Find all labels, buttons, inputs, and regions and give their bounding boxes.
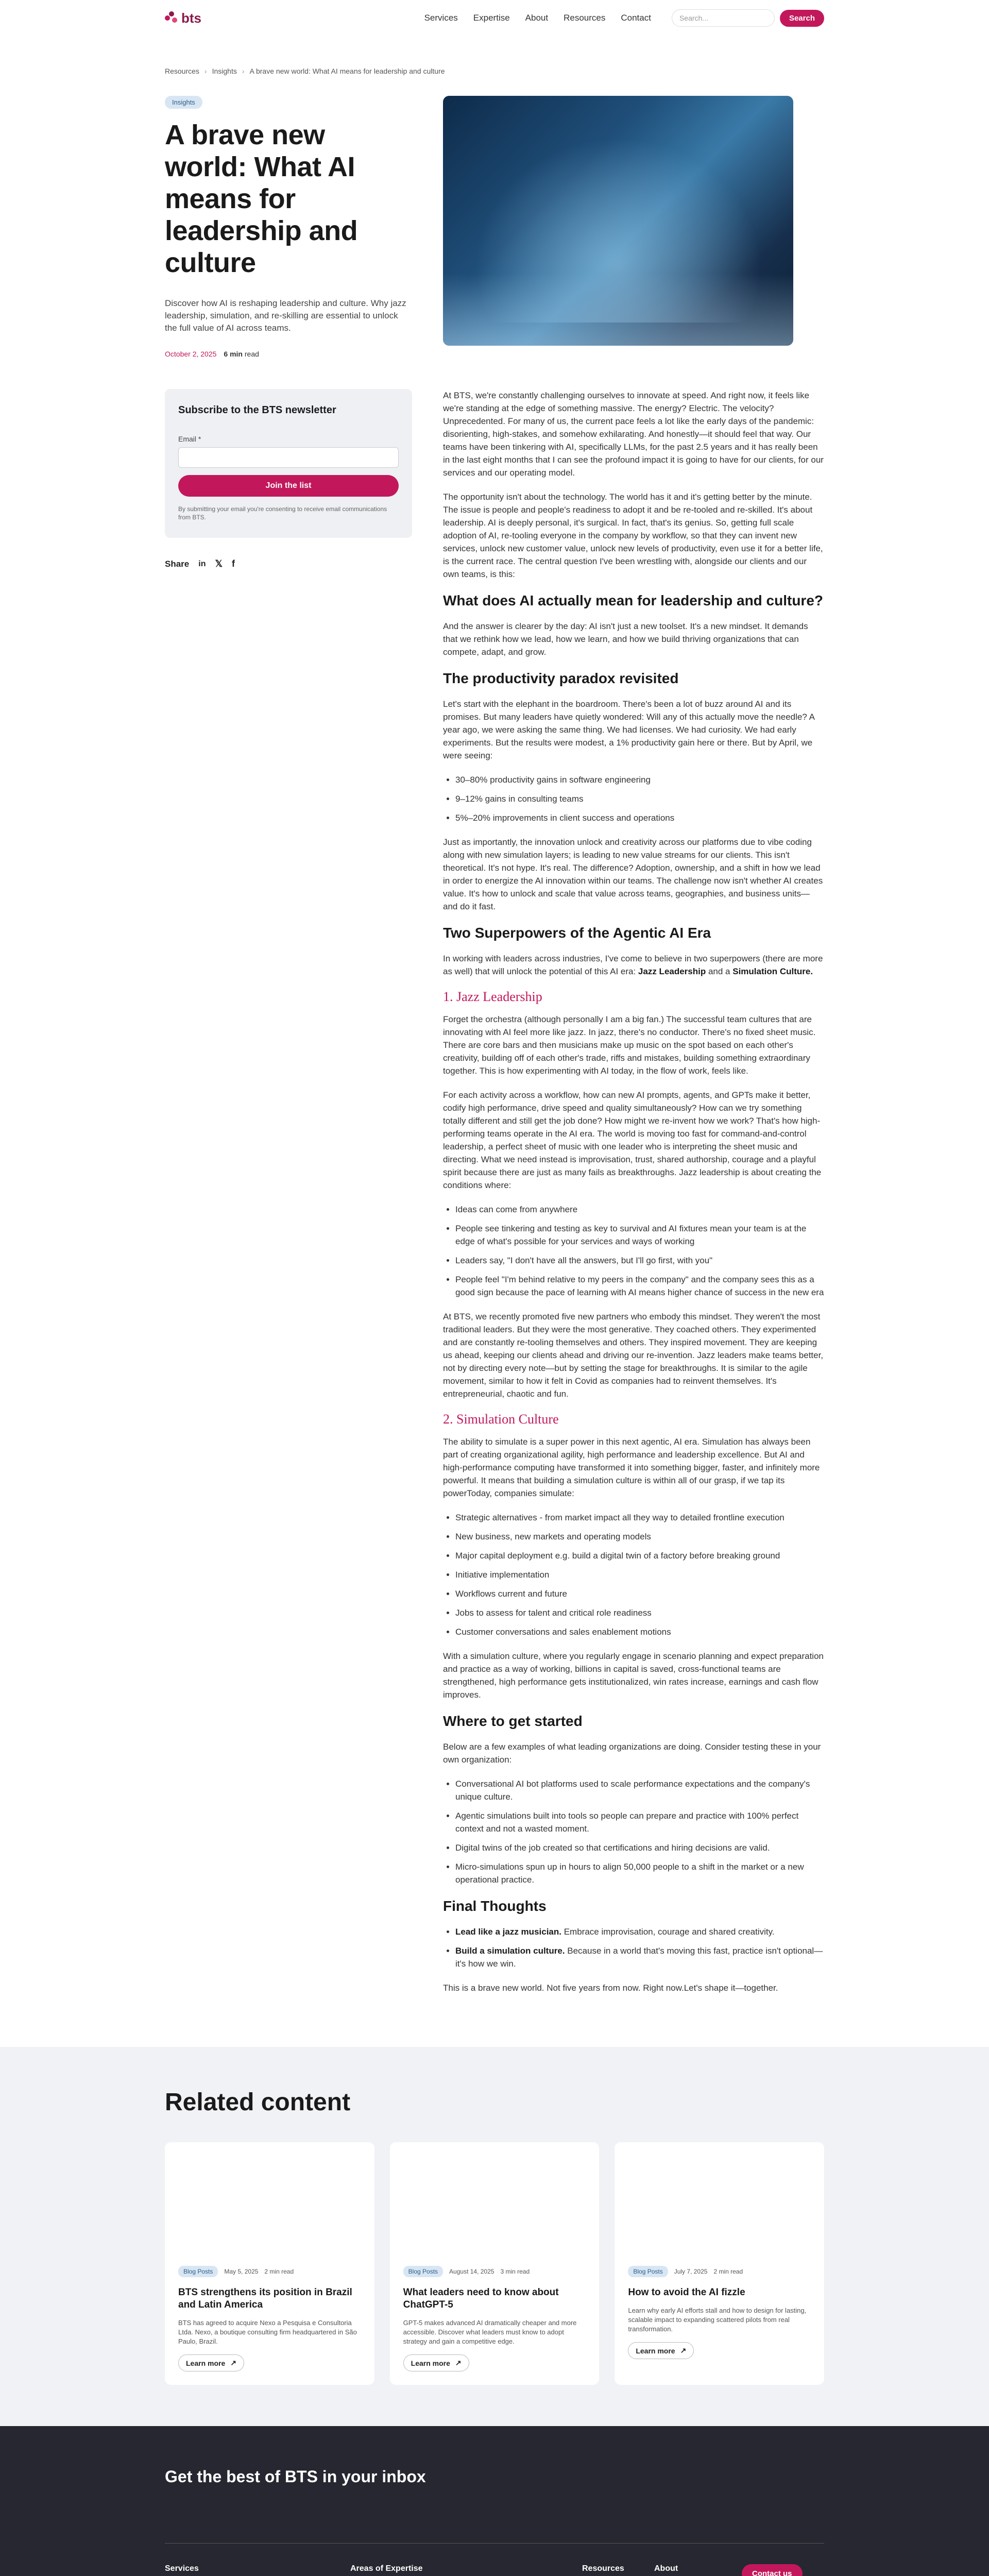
- paragraph: This is a brave new world. Not five years from now. Right now.Let's shape it—together.: [443, 1983, 778, 1993]
- learn-more-button[interactable]: Learn more ↗: [403, 2354, 469, 2371]
- card-meta: [178, 2266, 361, 2277]
- card-read-time: 2 min read: [264, 2268, 294, 2275]
- nav-about[interactable]: About: [525, 13, 549, 23]
- email-label: Email *: [178, 435, 201, 443]
- search-input[interactable]: Search...: [672, 9, 775, 27]
- card-meta: [403, 2266, 586, 2277]
- main-nav: [424, 13, 651, 23]
- footer-title: Get the best of BTS in your inbox: [165, 2467, 426, 2486]
- category-tag[interactable]: Insights: [165, 96, 202, 109]
- search-button[interactable]: Search: [780, 10, 824, 27]
- chevron-right-icon: ›: [204, 67, 207, 75]
- card-read-time: 2 min read: [713, 2268, 743, 2275]
- card-image: [615, 2142, 824, 2245]
- arrow-icon: ↗: [455, 2359, 462, 2367]
- card-tag: Blog Posts: [403, 2266, 443, 2277]
- card-tag: Blog Posts: [628, 2266, 668, 2277]
- arrow-icon: ↗: [680, 2346, 687, 2354]
- list-item: • People feel "I'm behind relative to my peers in the company" and the company sees this as a good sign because the pace of learning with AI means higher chance of success in the new era: [455, 1273, 824, 1299]
- section-heading: Two Superpowers of the Agentic AI Era: [443, 925, 711, 941]
- paragraph: At BTS, we recently promoted five new partners who embody this mindset. They weren't the most traditional leaders. But they were the most generative. They coached others. They experimented and are constantly re-tooling themselves and others. They inspired movement. They are keeping us ahead, keeping our clients ahead and driving our re-invention. Jazz leaders make teams better, not by directing every note—but by setting the stage for breakthroughs. It is similar to the agile movement, similar to how it felt in Covid as companies had to reinvent themselves. It's entrepreneurial, chaotic and fun.: [443, 1312, 824, 1399]
- article-body: [0, 358, 989, 2006]
- card-description: Learn why early AI efforts stall and how to design for lasting, scalable impact to expanding scattered pilots from real transformation.: [628, 2307, 807, 2333]
- paragraph: The opportunity isn't about the technology. The world has it and it's getting better by the minute. The issue is people and people's readiness to adopt it and be re-tooled and re-skilled. It's about leadership. AI is deeply personal, it's surgical. In fact, that's its genius. So, getting full scale adoption of AI, re-tooling everyone in the company by workflow, so that they can invent new services, unlock new customer value, unlock new levels of productivity, even use it for a better life, is the current race. The central question I've been wrestling with, alongside our clients and our own teams, is this:: [443, 492, 823, 579]
- related-card[interactable]: [615, 2142, 824, 2385]
- hero-text: [165, 96, 412, 358]
- list-item: • People see tinkering and testing as key to survival and AI fixtures mean your team is at the edge of what's possible for your services and ways of working: [455, 1222, 824, 1248]
- bullet-list: [455, 1925, 824, 1970]
- newsletter-fine-print: By submitting your email you're consenting to receive email communications from BTS.: [178, 505, 387, 521]
- site-header: [0, 0, 989, 36]
- card-tag: Blog Posts: [178, 2266, 218, 2277]
- card-description: GPT-5 makes advanced AI dramatically cheaper and more accessible. Discover what leaders must know to adopt strategy and gain a competitive edge.: [403, 2319, 577, 2345]
- list-item: • Lead like a jazz musician. Embrace improvisation, courage and shared creativity.: [455, 1925, 824, 1938]
- card-image: [165, 2142, 374, 2245]
- footer-heading: Areas of Expertise: [350, 2564, 423, 2573]
- list-item: • Build a simulation culture. Because in a world that's moving this fast, practice isn't optional—it's how we win.: [455, 1944, 824, 1970]
- list-item: • Major capital deployment e.g. build a digital twin of a factory before breaking ground: [455, 1549, 824, 1562]
- subsection-heading: 2. Simulation Culture: [443, 1412, 559, 1427]
- nav-resources[interactable]: Resources: [564, 13, 606, 23]
- newsletter-form: [165, 389, 412, 538]
- paragraph: Let's start with the elephant in the boardroom. There's been a lot of buzz around AI and its promises. But many leaders have quietly wondered: Will any of this actually move the needle? A year ago, we were asking the same thing. We had licenses. We had curiosity. We had early experiments. But the results were modest, a 1% productivity gain here or there. But by April, we were seeing:: [443, 699, 814, 760]
- sidebar: [165, 389, 412, 2006]
- linkedin-icon[interactable]: in: [198, 559, 206, 568]
- site-footer: [0, 2426, 989, 2576]
- section-heading: What does AI actually mean for leadership and culture?: [443, 592, 824, 608]
- nav-services[interactable]: Services: [424, 13, 458, 23]
- card-meta: [628, 2266, 811, 2277]
- list-item: • Leaders say, "I don't have all the answers, but I'll go first, with you": [455, 1254, 824, 1267]
- footer-column-expertise: [350, 2564, 428, 2576]
- list-item: • 30–80% productivity gains in software engineering: [455, 773, 824, 786]
- footer-columns: [165, 2564, 824, 2576]
- footer-heading: Services: [165, 2564, 199, 2573]
- share-label: Share: [165, 558, 190, 569]
- list-item: • Conversational AI bot platforms used to scale performance expectations and the company's unique culture.: [455, 1777, 824, 1803]
- list-item: • Customer conversations and sales enablement motions: [455, 1625, 824, 1638]
- section-heading: Final Thoughts: [443, 1898, 547, 1914]
- bullet-list: [455, 1777, 824, 1886]
- paragraph: Forget the orchestra (although personally I am a big fan.) The successful team cultures that are innovating with AI feel more like jazz. In jazz, there's no conductor. There's no fixed sheet music. There are core bars and then musicians make up music on the spot based on each other's creativity, building off of each other's trade, riffs and mistakes, building something extraordinary together. This is how experimenting with AI today, in the flow of work, feels like.: [443, 1014, 816, 1076]
- chevron-right-icon: ›: [242, 67, 245, 75]
- subsection-heading: 1. Jazz Leadership: [443, 989, 542, 1004]
- paragraph: For each activity across a workflow, how can new AI prompts, agents, and GPTs make it better, codify high performance, drive speed and quality simultaneously? How can we try something totally different and still get the job done? How might we re-invent how we work? That's how high-performing teams operate in the AI era. The world is moving too fast for command-and-control leadership, a perfect sheet of music with one leader who is interpreting the sheet music and directing. What we need instead is improvisation, trust, shared authorship, courage and a playful spirit because there are just as many fails as breakthroughs. Jazz leadership is about creating the conditions where:: [443, 1090, 822, 1190]
- nav-contact[interactable]: Contact: [621, 13, 651, 23]
- logo[interactable]: [165, 10, 201, 26]
- hero: [0, 75, 989, 358]
- paragraph: With a simulation culture, where you regularly engage in scenario planning and expect preparation and practice as a way of working, billions in capital is saved, cross-functional teams are strengthened, high performance gets institutionalized, win rates increase, earnings and cash flow improves.: [443, 1651, 824, 1700]
- join-list-button[interactable]: Join the list: [178, 475, 399, 497]
- paragraph: The ability to simulate is a super power in this next agentic, AI era. Simulation has always been part of creating organizational agility, high performance and leadership excellence. But AI and high-performance computing have transformed it into something bigger, faster, and infinitely more powerful. It means that building a simulation culture is within all of our grasp, if we tap its powerToday, companies simulate:: [443, 1437, 820, 1498]
- footer-heading: About: [654, 2564, 678, 2573]
- related-card[interactable]: [390, 2142, 600, 2385]
- page-title: A brave new world: What AI means for leadership and culture: [165, 120, 358, 278]
- arrow-icon: ↗: [230, 2359, 236, 2367]
- breadcrumb-insights[interactable]: Insights: [212, 67, 237, 75]
- x-icon[interactable]: 𝕏: [215, 558, 223, 569]
- contact-us-button[interactable]: Contact us: [742, 2564, 803, 2576]
- list-item: • 9–12% gains in consulting teams: [455, 792, 824, 805]
- nav-expertise[interactable]: Expertise: [473, 13, 510, 23]
- card-date: May 5, 2025: [224, 2268, 259, 2275]
- footer-column-resources: [582, 2564, 634, 2576]
- paragraph: Below are a few examples of what leading organizations are doing. Consider testing these in your own organization:: [443, 1742, 821, 1765]
- footer-heading: Resources: [582, 2564, 624, 2573]
- paragraph: At BTS, we're constantly challenging ourselves to innovate at speed. And right now, it feels like we're standing at the edge of something massive. The energy? Electric. The velocity? Unprecedented. For many of us, the current pace feels a lot like the early days of the pandemic: disorienting, high-stakes, and somehow exhilarating. And honestly—it should feel that way. Our teams have been tinkering with AI, specifically LLMs, for the past 2.5 years and it has really been in the last eight months that I can see the profound impact it is going to have for our clients, for our services and our operating model.: [443, 391, 824, 478]
- learn-more-button[interactable]: Learn more ↗: [628, 2342, 694, 2359]
- card-read-time: 3 min read: [500, 2268, 530, 2275]
- related-content: [0, 2047, 989, 2426]
- facebook-icon[interactable]: f: [231, 558, 235, 569]
- card-description: BTS has agreed to acquire Nexo a Pesquisa e Consultoria Ltda. Nexo, a boutique consulting firm headquartered in São Paulo, Brazil.: [178, 2319, 357, 2345]
- bullet-list: [455, 1511, 824, 1638]
- read-time: 6 min read: [224, 350, 259, 358]
- newsletter-title: Subscribe to the BTS newsletter: [178, 404, 336, 416]
- section-heading: Where to get started: [443, 1713, 583, 1729]
- breadcrumb-resources[interactable]: Resources: [165, 67, 199, 75]
- list-item: • Strategic alternatives - from market impact all they way to detailed frontline execution: [455, 1511, 824, 1524]
- list-item: • Digital twins of the job created so that certifications and hiring decisions are valid.: [455, 1841, 824, 1854]
- footer-column-services: [165, 2564, 330, 2576]
- list-item: • 5%–20% improvements in client success and operations: [455, 811, 824, 824]
- share-bar: [165, 558, 412, 569]
- list-item: • New business, new markets and operating models: [455, 1530, 824, 1543]
- email-field[interactable]: [178, 447, 399, 468]
- logo-text: bts: [181, 10, 201, 26]
- related-card[interactable]: [165, 2142, 374, 2385]
- bullet-list: [455, 1203, 824, 1299]
- publish-date: October 2, 2025: [165, 350, 217, 358]
- hero-description: Discover how AI is reshaping leadership and culture. Why jazz leadership, simulation, and re-skilling are essential to unlock the full value of AI across teams.: [165, 298, 406, 333]
- article-meta: [165, 350, 412, 358]
- card-image: [390, 2142, 600, 2245]
- divider: [165, 2543, 824, 2544]
- list-item: • Ideas can come from anywhere: [455, 1203, 824, 1216]
- card-title: What leaders need to know about ChatGPT-5: [403, 2287, 559, 2310]
- breadcrumb-current: A brave new world: What AI means for leadership and culture: [249, 67, 445, 75]
- paragraph: In working with leaders across industries, I've come to believe in two superpowers (there are more as well) that will unlock the potential of this AI era: Jazz Leadership and a Simulation Culture.: [443, 954, 823, 976]
- list-item: • Agentic simulations built into tools so people can prepare and practice with 100% perfect context and not a wasted moment.: [455, 1809, 824, 1835]
- list-item: • Workflows current and future: [455, 1587, 824, 1600]
- footer-contact: [742, 2564, 814, 2576]
- card-date: August 14, 2025: [449, 2268, 494, 2275]
- card-title: How to avoid the AI fizzle: [628, 2287, 745, 2298]
- footer-column-expertise-2: [448, 2564, 561, 2576]
- card-date: July 7, 2025: [674, 2268, 708, 2275]
- logo-icon: [165, 11, 178, 25]
- breadcrumb: [0, 36, 989, 75]
- section-heading: The productivity paradox revisited: [443, 670, 679, 686]
- article: [443, 389, 824, 2006]
- bullet-list: [455, 773, 824, 824]
- list-item: • Micro-simulations spun up in hours to align 50,000 people to a shift in the market or a new operational practice.: [455, 1860, 824, 1886]
- list-item: • Initiative implementation: [455, 1568, 824, 1581]
- footer-column-about: [654, 2564, 721, 2576]
- hero-image: [443, 96, 793, 346]
- list-item: • Jobs to assess for talent and critical role readiness: [455, 1606, 824, 1619]
- learn-more-button[interactable]: Learn more ↗: [178, 2354, 244, 2371]
- paragraph: And the answer is clearer by the day: AI isn't just a new toolset. It's a new mindset. It demands that we rethink how we lead, how we learn, and how we build thriving organizations that can compete, adapt, and grow.: [443, 621, 808, 657]
- card-title: BTS strengthens its position in Brazil and Latin America: [178, 2287, 352, 2310]
- related-cards: [165, 2142, 824, 2385]
- related-title: Related content: [165, 2089, 351, 2116]
- paragraph: Just as importantly, the innovation unlock and creativity across our platforms due to vibe coding along with new simulation layers; is leading to new value streams for our clients. This isn't theoretical. It's not hype. It's real. The difference? Adoption, ownership, and a shift in how we lead in order to energize the AI innovation within our teams. The challenge now isn't whether AI creates value. It's how to unlock and scale that value across teams, geographies, and business units—and do it fast.: [443, 837, 823, 911]
